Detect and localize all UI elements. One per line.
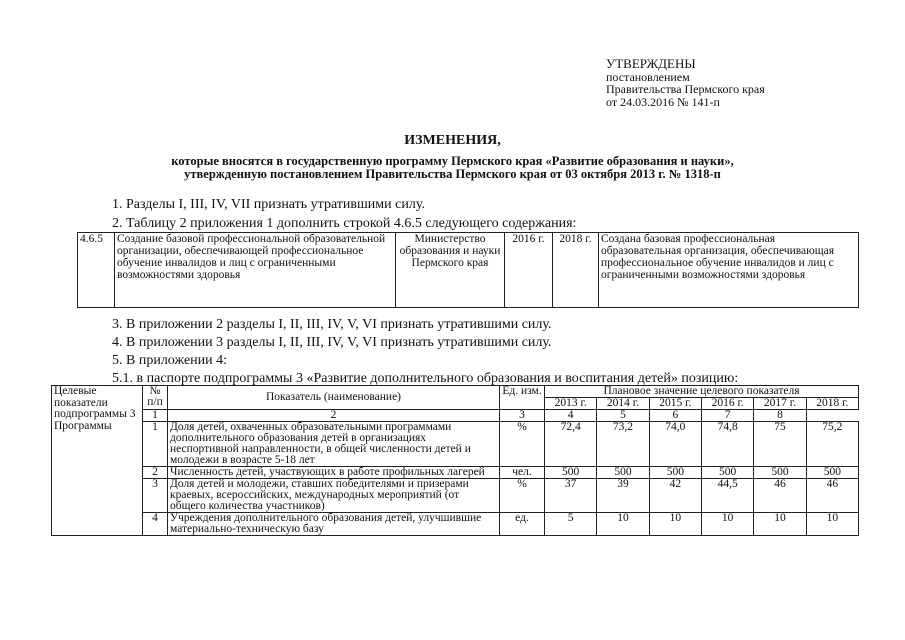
column-number: 1 <box>143 410 168 422</box>
subtitle-line: которые вносятся в государственную программу Пермского края «Развитие образования и науки», <box>171 154 734 168</box>
table-row <box>52 513 859 536</box>
unit-header: Ед. изм. <box>500 386 545 410</box>
value: 44,5 <box>701 479 753 513</box>
unit: чел. <box>500 467 545 479</box>
paragraph-2: 2. Таблицу 2 приложения 1 дополнить строкой 4.6.5 следующего содержания: <box>112 216 577 231</box>
column-number: 5 <box>597 410 649 422</box>
value: 74,0 <box>649 422 701 467</box>
unit: % <box>500 422 545 467</box>
year-header: 2015 г. <box>649 398 701 410</box>
value: 500 <box>754 467 806 479</box>
indicator-name: Учреждения дополнительного образования детей, улучшившие материально-техническую базу <box>168 513 500 536</box>
expected-result: Создана базовая профессиональная образовательная организация, обеспечивающая профессиональное обучение инвалидов и лиц с ограниченными возможностями здоровья <box>599 233 859 308</box>
approval-title: УТВЕРЖДЕНЫ <box>606 56 696 71</box>
subtitle-line: утвержденную постановлением Правительства Пермского края от 03 октября 2013 г. № 1318-п <box>184 167 721 181</box>
year-header: 2013 г. <box>545 398 597 410</box>
value: 10 <box>754 513 806 536</box>
column-number: 4 <box>545 410 597 422</box>
planned-header: Плановое значение целевого показателя <box>545 386 859 398</box>
column-number: 7 <box>701 410 753 422</box>
year-header: 2018 г. <box>806 398 858 410</box>
row-number: 3 <box>143 479 168 513</box>
unit: ед. <box>500 513 545 536</box>
value: 37 <box>545 479 597 513</box>
paragraph-5-1: 5.1. в паспорте подпрограммы 3 «Развитие дополнительного образования и воспитания детей» позицию: <box>112 371 739 386</box>
executor: Министерство образования и науки Пермского края <box>396 233 505 308</box>
value: 500 <box>597 467 649 479</box>
table-row <box>52 422 859 467</box>
indicator-name: Численность детей, участвующих в работе профильных лагерей <box>168 467 500 479</box>
start-year: 2016 г. <box>505 233 553 308</box>
value: 5 <box>545 513 597 536</box>
table-row <box>52 479 859 513</box>
year-header: 2016 г. <box>701 398 753 410</box>
document-title: ИЗМЕНЕНИЯ, <box>404 133 501 148</box>
measure-name: Создание базовой профессиональной образовательной организации, обеспечивающей профессиональное обучение инвалидов и лиц с ограниченными возможностями здоровья <box>115 233 396 308</box>
row-number: 1 <box>143 422 168 467</box>
program-table-row <box>77 232 859 308</box>
paragraph-1: 1. Разделы I, III, IV, VII признать утратившими силу. <box>112 197 425 212</box>
value: 10 <box>806 513 858 536</box>
column-number: 8 <box>754 410 806 422</box>
value: 73,2 <box>597 422 649 467</box>
value: 46 <box>754 479 806 513</box>
value: 75 <box>754 422 806 467</box>
value: 500 <box>701 467 753 479</box>
value: 10 <box>701 513 753 536</box>
paragraph-4: 4. В приложении 3 разделы I, II, III, IV, V, VI признать утратившими силу. <box>112 335 552 350</box>
row-number: 4.6.5 <box>78 233 115 308</box>
value: 46 <box>806 479 858 513</box>
targets-label: Целевые показатели подпрограммы 3 Программы <box>52 386 143 536</box>
value: 74,8 <box>701 422 753 467</box>
column-number: 3 <box>500 410 545 422</box>
column-number: 6 <box>649 410 701 422</box>
row-number: 2 <box>143 467 168 479</box>
value: 75,2 <box>806 422 858 467</box>
table-row <box>52 467 859 479</box>
indicators-table <box>51 385 859 536</box>
num-header: № п/п <box>143 386 168 410</box>
value: 500 <box>545 467 597 479</box>
approval-line: Правительства Пермского края <box>606 82 765 96</box>
indicator-header: Показатель (наименование) <box>168 386 500 410</box>
value: 500 <box>649 467 701 479</box>
year-header: 2014 г. <box>597 398 649 410</box>
year-header: 2017 г. <box>754 398 806 410</box>
document-subtitle <box>0 155 905 181</box>
value: 10 <box>597 513 649 536</box>
value: 72,4 <box>545 422 597 467</box>
approval-block <box>606 58 765 108</box>
paragraph-3: 3. В приложении 2 разделы I, II, III, IV, V, VI признать утратившими силу. <box>112 317 552 332</box>
row-number: 4 <box>143 513 168 536</box>
approval-date: от 24.03.2016 № 141-п <box>606 94 720 109</box>
unit: % <box>500 479 545 513</box>
column-number: 2 <box>168 410 500 422</box>
indicator-name: Доля детей, охваченных образовательными программами дополнительного образования детей в организациях неспортивной направленности, в общей численности детей и молодежи в возрасте 5-18 лет <box>168 422 500 467</box>
approval-line: постановлением <box>606 69 690 84</box>
end-year: 2018 г. <box>553 233 599 308</box>
value: 500 <box>806 467 858 479</box>
value: 42 <box>649 479 701 513</box>
value: 10 <box>649 513 701 536</box>
value: 39 <box>597 479 649 513</box>
paragraph-5: 5. В приложении 4: <box>112 353 228 368</box>
indicator-name: Доля детей и молодежи, ставших победителями и призерами краевых, всероссийских, международных мероприятий (от общего количества участников) <box>168 479 500 513</box>
